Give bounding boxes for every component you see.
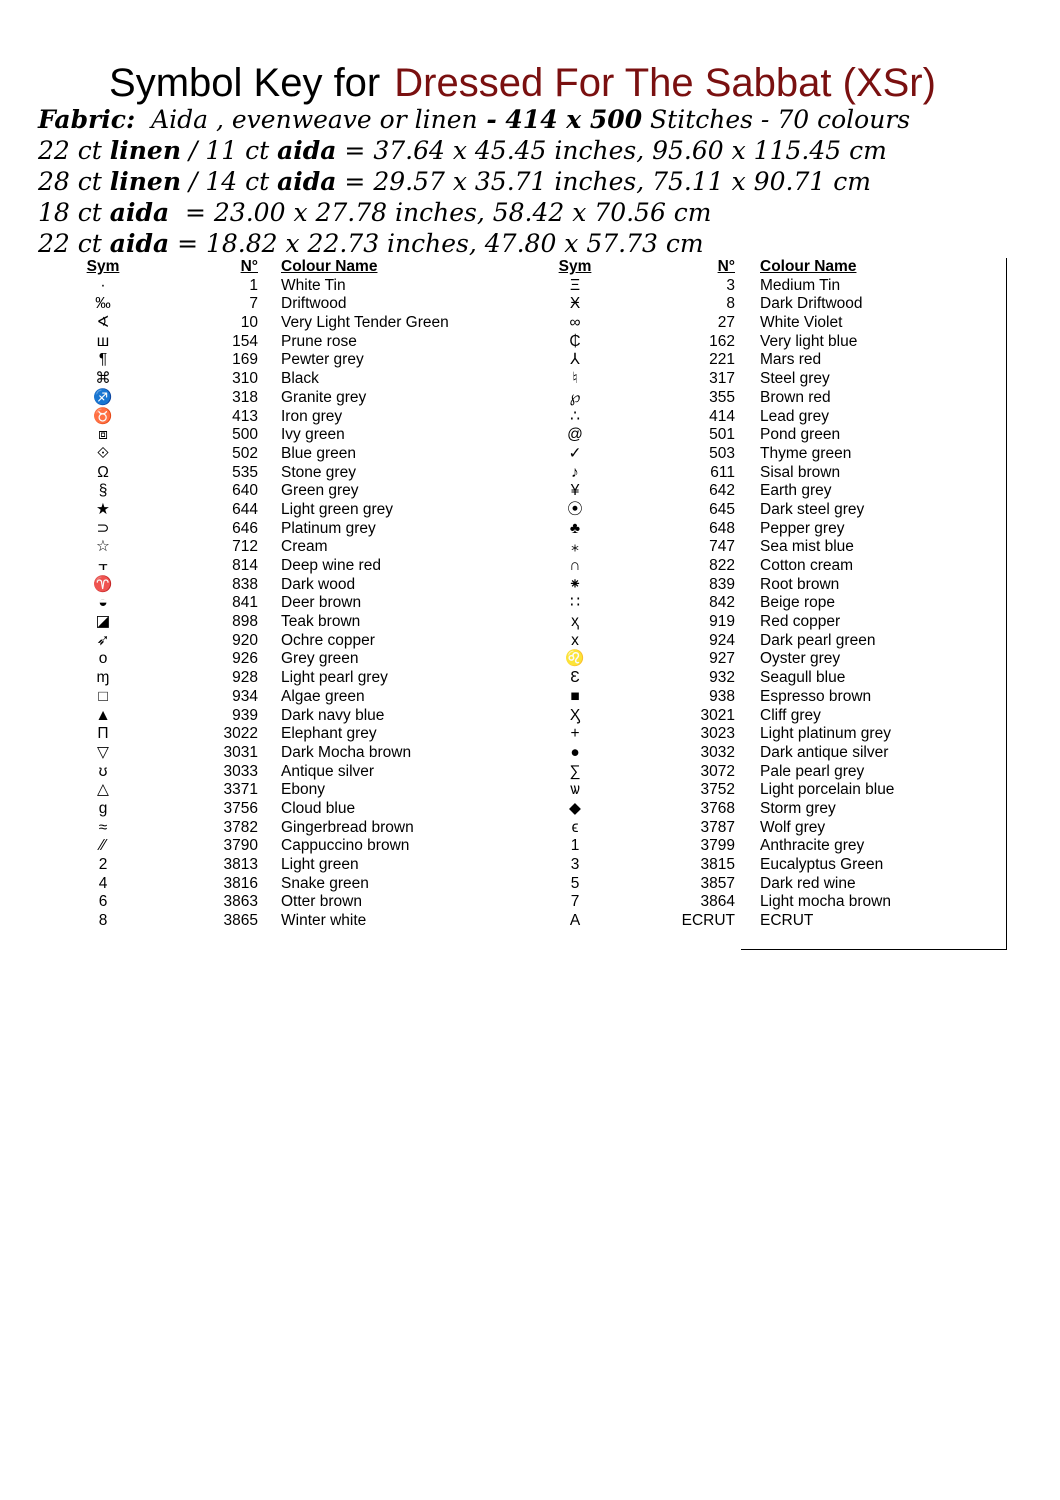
- dmc-number: 3863: [223, 893, 258, 911]
- dmc-number: 3072: [700, 762, 735, 780]
- colour-name: Ochre copper: [281, 631, 375, 649]
- dmc-number: 648: [709, 519, 735, 537]
- colour-name: Cotton cream: [760, 557, 854, 574]
- symbol: o: [98, 650, 108, 668]
- dmc-number: 932: [709, 669, 735, 687]
- colour-name: Light platinum grey: [760, 725, 891, 743]
- size-line-part: 22 ct: [38, 229, 110, 258]
- colour-name: Black: [281, 370, 319, 388]
- dmc-number: 924: [709, 631, 735, 649]
- colour-name: Granite grey: [281, 388, 367, 406]
- dmc-number: 611: [710, 463, 735, 481]
- colour-name: Elephant grey: [281, 725, 377, 743]
- dmc-number: 503: [709, 444, 735, 462]
- dmc-number: 927: [709, 650, 735, 668]
- symbol: +: [570, 725, 580, 743]
- size-line-part: aida: [109, 198, 170, 227]
- dmc-number: 3865: [223, 912, 258, 930]
- symbol: g: [98, 799, 108, 817]
- header-sym: Sym: [558, 258, 592, 275]
- dmc-number: 938: [709, 687, 735, 705]
- dmc-number: 162: [709, 332, 735, 350]
- symbol: 2: [98, 856, 108, 873]
- dmc-number: 3768: [700, 799, 735, 817]
- dmc-number: 814: [232, 557, 258, 574]
- dmc-number: 3032: [700, 743, 735, 761]
- colour-name: Very light blue: [760, 332, 858, 350]
- dmc-number: 169: [232, 351, 258, 369]
- dmc-number: 712: [232, 538, 258, 556]
- colour-name: Red copper: [760, 613, 841, 631]
- dmc-number: 3790: [223, 837, 258, 855]
- colour-name: Dark navy blue: [281, 706, 385, 724]
- colour-name: Light pearl grey: [281, 669, 388, 687]
- dmc-number: 310: [232, 370, 258, 388]
- table-row: [0, 576, 1060, 595]
- colour-name: Pewter grey: [281, 351, 364, 369]
- pattern-name: Dressed For The Sabbat (XSr): [394, 61, 936, 105]
- colour-name: Platinum grey: [281, 519, 376, 537]
- table-row: [0, 837, 1060, 856]
- colour-name: Snake green: [281, 874, 369, 892]
- colour-name: Ivy green: [281, 426, 345, 444]
- colour-name: Otter brown: [281, 893, 362, 911]
- colour-name: Dark steel grey: [760, 500, 865, 518]
- symbol: ⅄: [570, 351, 580, 369]
- size-line-part: aida: [277, 136, 337, 165]
- colour-name: Grey green: [281, 650, 359, 668]
- size-line-part: = 23.00 x 27.78 inches, 58.42 x 70.56 cm: [169, 198, 712, 227]
- symbol: ⁎: [571, 538, 579, 556]
- colour-name: Sisal brown: [760, 463, 841, 481]
- colour-name: Ebony: [281, 781, 325, 799]
- table-row: [0, 912, 1060, 931]
- dmc-number: 747: [709, 538, 735, 556]
- symbol: ∩: [569, 557, 581, 574]
- colour-name: Wolf grey: [760, 818, 826, 836]
- size-line-part: 18 ct: [38, 198, 110, 227]
- dmc-number: 318: [232, 388, 258, 406]
- table-row: [0, 875, 1060, 894]
- table-row: [0, 295, 1060, 314]
- colour-name: Driftwood: [281, 295, 347, 313]
- dmc-number: 920: [232, 631, 258, 649]
- table-row: [0, 426, 1060, 445]
- colour-name: Deer brown: [281, 594, 362, 612]
- table-row: [0, 538, 1060, 557]
- fabric-types: Aida , evenweave or linen: [151, 105, 478, 134]
- symbol: x: [571, 631, 579, 649]
- colour-name: Sea mist blue: [760, 538, 854, 556]
- symbol: ➶: [96, 631, 110, 649]
- symbol: @: [567, 426, 583, 444]
- fabric-size-line: [38, 197, 910, 228]
- dmc-number: 919: [709, 613, 735, 631]
- page-title: [0, 60, 1045, 106]
- colour-name: Medium Tin: [760, 276, 841, 294]
- colour-name: ECRUT: [760, 912, 814, 930]
- symbol: ∑: [569, 762, 581, 780]
- symbol: ⁄⁄: [100, 837, 106, 855]
- colour-name: Steel grey: [760, 370, 830, 388]
- dmc-number: 642: [709, 482, 735, 500]
- table-row: [0, 370, 1060, 389]
- table-row: [0, 464, 1060, 483]
- table-row: [0, 557, 1060, 576]
- table-row: [0, 632, 1060, 651]
- colour-name: Espresso brown: [760, 687, 872, 705]
- colour-name: Dark Driftwood: [760, 295, 863, 313]
- symbol: ♪: [571, 463, 579, 481]
- symbol: ▽: [97, 743, 109, 761]
- table-row: [0, 707, 1060, 726]
- colour-name: Gingerbread brown: [281, 818, 414, 836]
- symbol: ⊃: [96, 519, 110, 537]
- colour-name: Pepper grey: [760, 519, 845, 537]
- colour-name: Dark red wine: [760, 874, 856, 892]
- table-row: [0, 408, 1060, 427]
- colour-name: Winter white: [281, 912, 367, 930]
- symbol: Ӽ: [569, 706, 581, 724]
- colour-name: Teak brown: [281, 613, 361, 631]
- symbol: §: [98, 482, 108, 500]
- colour-name: Mars red: [760, 351, 822, 369]
- symbol: ∴: [570, 407, 580, 425]
- dmc-number: 3864: [700, 893, 735, 911]
- symbol: 8: [98, 912, 108, 930]
- symbol: ⧈: [98, 426, 108, 444]
- symbol: ⦿: [567, 500, 583, 518]
- dmc-number: 3752: [700, 781, 735, 799]
- table-row: [0, 856, 1060, 875]
- symbol: 7: [570, 893, 580, 911]
- symbol: Π: [97, 725, 109, 743]
- colour-name: Seagull blue: [760, 669, 846, 687]
- symbol: ¶: [98, 351, 108, 369]
- size-line-part: / 14 ct: [181, 167, 278, 196]
- table-row: [0, 333, 1060, 352]
- dmc-number: ECRUT: [681, 912, 735, 930]
- dmc-number: 3033: [223, 762, 258, 780]
- colour-name: Dark wood: [281, 575, 356, 593]
- colour-name: Very Light Tender Green: [281, 314, 449, 332]
- symbol: 1: [570, 837, 580, 855]
- dmc-number: 3: [726, 276, 735, 294]
- colour-name: Green grey: [281, 482, 359, 500]
- symbol: ◒: [98, 594, 108, 612]
- symbol-key-table: [0, 258, 1060, 931]
- dmc-number: 822: [709, 557, 735, 574]
- dmc-number: 939: [232, 706, 258, 724]
- symbol: ѡ: [570, 781, 580, 799]
- symbol: 6: [98, 893, 108, 911]
- symbol: ★: [96, 500, 110, 518]
- dmc-number: 3756: [223, 799, 258, 817]
- header-colour-name: Colour Name: [760, 258, 857, 275]
- symbol: ■: [570, 687, 580, 705]
- symbol: ∷: [570, 594, 580, 612]
- symbol: ·: [100, 276, 106, 294]
- colour-name: White Violet: [760, 314, 843, 332]
- table-row: [0, 781, 1060, 800]
- colour-name: Eucalyptus Green: [760, 856, 884, 873]
- symbol: ●: [570, 743, 580, 761]
- table-row: [0, 520, 1060, 539]
- symbol: ⌘: [95, 370, 111, 388]
- symbol: ¥: [570, 482, 580, 500]
- dmc-number: 839: [709, 575, 735, 593]
- symbol: Ξ: [569, 276, 581, 294]
- table-row: [0, 613, 1060, 632]
- colour-name: Cappuccino brown: [281, 837, 410, 855]
- symbol: ҳ: [571, 613, 579, 631]
- dmc-number: 27: [717, 314, 735, 332]
- dmc-number: 317: [709, 370, 735, 388]
- fabric-size-line: [38, 228, 910, 259]
- colour-name: Light green grey: [281, 500, 394, 518]
- symbol: ♮: [572, 370, 578, 388]
- dmc-number: 3782: [223, 818, 258, 836]
- colour-name: Earth grey: [760, 482, 832, 500]
- table-row: [0, 725, 1060, 744]
- symbol: ◆: [569, 799, 581, 817]
- colour-name: Thyme green: [760, 444, 852, 462]
- fabric-info: [38, 104, 910, 259]
- colour-name: Dark pearl green: [760, 631, 876, 649]
- dmc-number: 928: [232, 669, 258, 687]
- table-row: [0, 763, 1060, 782]
- size-line-part: linen: [109, 136, 182, 165]
- table-bottom-border: [741, 949, 1007, 950]
- size-line-part: = 29.57 x 35.71 inches, 75.11 x 90.71 cm: [336, 167, 871, 196]
- colour-name: Algae green: [281, 687, 365, 705]
- symbol: Ӿ: [569, 295, 581, 313]
- dmc-number: 3023: [700, 725, 735, 743]
- colour-name: Light mocha brown: [760, 893, 891, 911]
- dmc-number: 644: [232, 500, 258, 518]
- colour-name: Deep wine red: [281, 557, 381, 574]
- symbol: ♈: [93, 575, 113, 593]
- table-header: [0, 258, 1060, 277]
- colour-name: Dark Mocha brown: [281, 743, 412, 761]
- table-row: [0, 669, 1060, 688]
- symbol: ♌: [565, 650, 585, 668]
- table-row: [0, 744, 1060, 763]
- symbol: ✓: [568, 444, 582, 462]
- size-line-part: linen: [109, 167, 182, 196]
- symbol: Ω: [97, 463, 109, 481]
- colour-name: Cliff grey: [760, 706, 821, 724]
- colour-name: Root brown: [760, 575, 840, 593]
- dmc-number: 3031: [223, 743, 258, 761]
- symbol: ɱ: [96, 669, 110, 687]
- dmc-number: 535: [232, 463, 258, 481]
- table-row: [0, 688, 1060, 707]
- stitch-suffix: Stitches - 70 colours: [650, 105, 911, 134]
- symbol: Ɛ: [570, 669, 580, 687]
- dmc-number: 646: [232, 519, 258, 537]
- colour-name: Pond green: [760, 426, 841, 444]
- colour-name: Antique silver: [281, 762, 375, 780]
- dmc-number: 1: [249, 276, 258, 294]
- size-line-part: 22 ct: [38, 136, 110, 165]
- colour-name: Dark antique silver: [760, 743, 889, 761]
- symbol: ♣: [569, 519, 581, 537]
- dmc-number: 413: [232, 407, 258, 425]
- dmc-number: 10: [240, 314, 258, 332]
- title-prefix: Symbol Key for: [109, 61, 381, 105]
- colour-name: Cream: [281, 538, 328, 556]
- table-row: [0, 501, 1060, 520]
- dmc-number: 7: [249, 295, 258, 313]
- colour-name: Storm grey: [760, 799, 836, 817]
- symbol: ϵ: [571, 818, 579, 836]
- symbol: A: [569, 912, 581, 930]
- colour-name: Beige rope: [760, 594, 835, 612]
- fabric-size-line: [38, 135, 910, 166]
- colour-name: Cloud blue: [281, 799, 356, 817]
- symbol: 4: [98, 874, 108, 892]
- symbol: ш: [96, 332, 110, 350]
- symbol: 3: [570, 856, 580, 873]
- symbol: ♉: [93, 407, 113, 425]
- size-line-part: 28 ct: [38, 167, 110, 196]
- symbol: 5: [570, 874, 580, 892]
- table-right-border: [1006, 258, 1007, 950]
- symbol: ⟐: [96, 444, 110, 462]
- dmc-number: 500: [232, 426, 258, 444]
- symbol: ‰: [95, 295, 111, 313]
- fabric-sep: -: [477, 105, 506, 134]
- colour-name: Lead grey: [760, 407, 829, 425]
- colour-name: Blue green: [281, 444, 356, 462]
- dmc-number: 3815: [700, 856, 735, 873]
- symbol: ♐: [93, 388, 113, 406]
- symbol: □: [98, 687, 108, 705]
- dmc-number: 3021: [700, 706, 735, 724]
- colour-name: Light porcelain blue: [760, 781, 895, 799]
- symbol: ℘: [569, 388, 581, 406]
- symbol: ≈: [98, 818, 108, 836]
- table-row: [0, 819, 1060, 838]
- fabric-label: Fabric:: [38, 105, 136, 134]
- symbol: △: [97, 781, 109, 799]
- symbol: ʊ: [98, 762, 108, 780]
- symbol: ∞: [569, 314, 581, 332]
- size-line-part: = 37.64 x 45.45 inches, 95.60 x 115.45 cm: [336, 136, 887, 165]
- dmc-number: 842: [709, 594, 735, 612]
- dmc-number: 645: [709, 500, 735, 518]
- dmc-number: 926: [232, 650, 258, 668]
- header-sym: Sym: [86, 258, 120, 275]
- dmc-number: 414: [709, 407, 735, 425]
- size-line-part: = 18.82 x 22.73 inches, 47.80 x 57.73 cm: [169, 229, 704, 258]
- table-row: [0, 650, 1060, 669]
- dmc-number: 3813: [223, 856, 258, 873]
- symbol: ⫟: [98, 557, 108, 574]
- symbol: ▲: [95, 706, 111, 724]
- colour-name: Oyster grey: [760, 650, 841, 668]
- symbol: ◪: [95, 613, 111, 631]
- header-num: N°: [717, 258, 735, 275]
- table-row: [0, 314, 1060, 333]
- colour-name: Stone grey: [281, 463, 356, 481]
- table-row: [0, 594, 1060, 613]
- size-line-part: aida: [277, 167, 337, 196]
- header-num: N°: [240, 258, 258, 275]
- header-colour-name: Colour Name: [281, 258, 378, 275]
- dmc-number: 934: [232, 687, 258, 705]
- dmc-number: 3857: [700, 874, 735, 892]
- symbol: ⁕: [568, 575, 582, 593]
- colour-name: Anthracite grey: [760, 837, 865, 855]
- colour-name: Pale pearl grey: [760, 762, 865, 780]
- table-row: [0, 893, 1060, 912]
- fabric-size-line: [38, 166, 910, 197]
- colour-name: Brown red: [760, 388, 831, 406]
- colour-name: Light green: [281, 856, 359, 873]
- dmc-number: 221: [709, 351, 735, 369]
- dmc-number: 3022: [223, 725, 258, 743]
- table-row: [0, 482, 1060, 501]
- table-row: [0, 389, 1060, 408]
- dmc-number: 3799: [700, 837, 735, 855]
- dmc-number: 3371: [223, 781, 258, 799]
- dmc-number: 838: [232, 575, 258, 593]
- dmc-number: 3787: [700, 818, 735, 836]
- table-row: [0, 445, 1060, 464]
- dmc-number: 501: [709, 426, 735, 444]
- dmc-number: 154: [232, 332, 258, 350]
- table-row: [0, 351, 1060, 370]
- dmc-number: 3816: [223, 874, 258, 892]
- fabric-line: [38, 104, 910, 135]
- symbol: ₵: [569, 332, 581, 350]
- dmc-number: 640: [232, 482, 258, 500]
- dmc-number: 898: [232, 613, 258, 631]
- colour-name: Iron grey: [281, 407, 343, 425]
- dmc-number: 355: [709, 388, 735, 406]
- stitch-count: 414 x 500: [505, 105, 643, 134]
- dmc-number: 502: [232, 444, 258, 462]
- symbol: ☆: [96, 538, 110, 556]
- size-line-part: / 11 ct: [181, 136, 278, 165]
- table-row: [0, 277, 1060, 296]
- colour-name: White Tin: [281, 276, 346, 294]
- dmc-number: 8: [726, 295, 735, 313]
- size-line-part: aida: [109, 229, 170, 258]
- colour-name: Prune rose: [281, 332, 357, 350]
- table-row: [0, 800, 1060, 819]
- dmc-number: 841: [232, 594, 258, 612]
- symbol: ∢: [96, 314, 110, 332]
